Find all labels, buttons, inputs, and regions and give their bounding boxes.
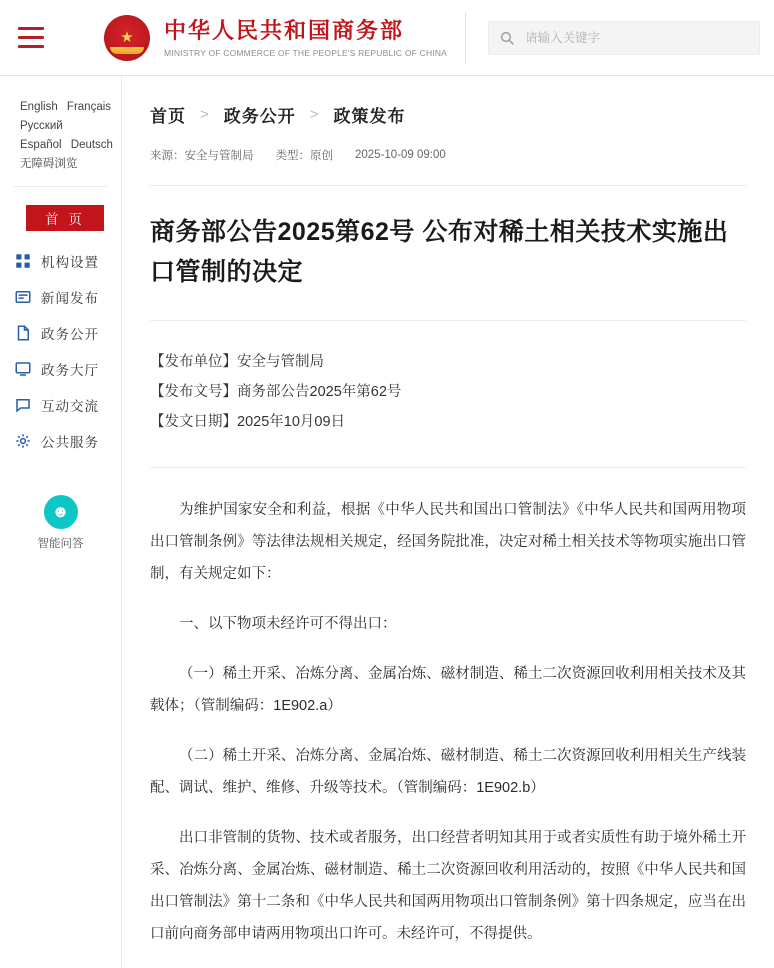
menu-bar-2 <box>18 36 44 39</box>
site-header <box>0 0 774 76</box>
article-paragraph: （二）稀土开采、冶炼分离、金属冶炼、磁材制造、稀土二次资源回收利用相关生产线装配、调试、维护、维修、升级等技术。（管制编码：1E902.b） <box>150 748 746 796</box>
lang-english[interactable]: English <box>20 101 58 113</box>
article-paragraph: 出口非管制的货物、技术或者服务，出口经营者明知其用于或者实质性有助于境外稀土开采、冶炼分离、金属冶炼、磁材制造、稀土二次资源回收利用活动的，按照《中华人民共和国出口管制法》第十二条和《中华人民共和国两用物项出口管制条例》第十四条规定，应当在出口前向商务部申请两用物项出口许可。未经许可，不得提供。 <box>150 830 746 942</box>
sidebar-item-public-service[interactable] <box>14 423 121 459</box>
smart-assistant-label: 智能问答 <box>37 538 84 550</box>
lang-deutsch[interactable]: Deutsch <box>70 139 113 151</box>
sidebar-item-affairs-open[interactable] <box>14 315 121 351</box>
grid-icon <box>14 252 32 270</box>
breadcrumb-item-policy-release[interactable]: 政策发布 <box>333 107 406 126</box>
title-divider <box>150 320 746 321</box>
language-row-2 <box>20 117 111 136</box>
search-icon <box>499 30 515 46</box>
meta-datetime: 2025-10-09 09:00 <box>355 149 446 161</box>
article-paragraph: （一）稀土开采、冶炼分离、金属冶炼、磁材制造、稀土二次资源回收利用相关技术及其载体；（管制编码：1E902.a） <box>150 666 746 714</box>
page-title: 商务部公告2025第62号 公布对稀土相关技术实施出口管制的决定 <box>150 218 729 286</box>
sidebar-item-news[interactable] <box>14 279 121 315</box>
news-icon <box>14 288 32 306</box>
sidebar-item-label: 互动交流 <box>41 399 99 414</box>
menu-bar-3 <box>18 45 44 48</box>
sidebar-divider <box>14 186 107 187</box>
language-row-3 <box>20 136 111 155</box>
breadcrumb-item-home[interactable]: 首页 <box>150 107 186 126</box>
breadcrumb <box>150 102 746 127</box>
breadcrumb-separator: > <box>200 106 210 123</box>
sidebar-item-label: 政务大厅 <box>41 363 99 378</box>
site-title-cn: 中华人民共和国商务部 <box>164 17 405 43</box>
document-info-list <box>150 347 746 468</box>
search-box[interactable] <box>488 21 760 55</box>
emblem-star: ★ <box>120 29 134 46</box>
menu-bar-1 <box>18 27 44 30</box>
article-body <box>150 494 746 950</box>
sidebar-nav <box>0 205 121 459</box>
main-content <box>122 76 774 968</box>
search-input[interactable] <box>523 30 749 46</box>
smart-assistant[interactable] <box>0 495 121 551</box>
language-row-4 <box>20 155 111 174</box>
sidebar-item-organization[interactable] <box>14 243 121 279</box>
national-emblem-icon <box>104 15 150 61</box>
sidebar-item-label: 机构设置 <box>41 255 99 270</box>
meta-source <box>150 147 254 163</box>
chat-icon <box>14 396 32 414</box>
info-publish-date: 【发文日期】2025年10月09日 <box>150 414 346 430</box>
sidebar-item-home[interactable]: 首 页 <box>26 205 104 231</box>
robot-icon: ☻ <box>44 495 78 529</box>
sidebar-item-service-hall[interactable] <box>14 351 121 387</box>
site-title-block <box>164 12 466 64</box>
accessibility-link[interactable]: 无障碍浏览 <box>20 158 78 170</box>
document-icon <box>14 324 32 342</box>
body-wrap <box>0 76 774 968</box>
sidebar-item-label: 公共服务 <box>41 435 99 450</box>
meta-source-value: 安全与管制局 <box>184 150 254 162</box>
sidebar-item-label: 政务公开 <box>41 327 99 342</box>
info-document-number: 【发布文号】商务部公告2025年第62号 <box>150 384 402 400</box>
article-paragraph: 一、以下物项未经许可不得出口： <box>179 616 397 632</box>
lang-francais[interactable]: Français <box>66 101 112 113</box>
meta-source-label: 来源： <box>150 150 185 162</box>
service-icon <box>14 432 32 450</box>
sidebar-item-label: 新闻发布 <box>41 291 99 306</box>
info-publisher: 【发布单位】安全与管制局 <box>150 354 324 370</box>
sidebar <box>0 76 122 968</box>
language-switcher <box>0 98 121 174</box>
meta-type <box>276 147 334 163</box>
language-row-1 <box>20 98 111 117</box>
article-paragraph: 为维护国家安全和利益，根据《中华人民共和国出口管制法》《中华人民共和国两用物项出口管制条例》等法律法规相关规定，经国务院批准，决定对稀土相关技术等物项实施出口管制，有关规定如下： <box>150 502 746 582</box>
hall-icon <box>14 360 32 378</box>
article-meta <box>150 147 746 186</box>
site-title-en: MINISTRY OF COMMERCE OF THE PEOPLE'S REPUBLIC OF CHINA <box>164 47 448 58</box>
hamburger-menu-icon[interactable] <box>0 0 62 76</box>
breadcrumb-separator: > <box>309 106 320 123</box>
lang-russian[interactable]: Русский <box>20 120 63 132</box>
breadcrumb-item-affairs-open[interactable]: 政务公开 <box>223 107 296 126</box>
meta-type-label: 类型： <box>275 150 310 162</box>
sidebar-item-interaction[interactable] <box>14 387 121 423</box>
lang-espanol[interactable]: Español <box>20 139 62 151</box>
meta-type-value: 原创 <box>310 150 333 162</box>
